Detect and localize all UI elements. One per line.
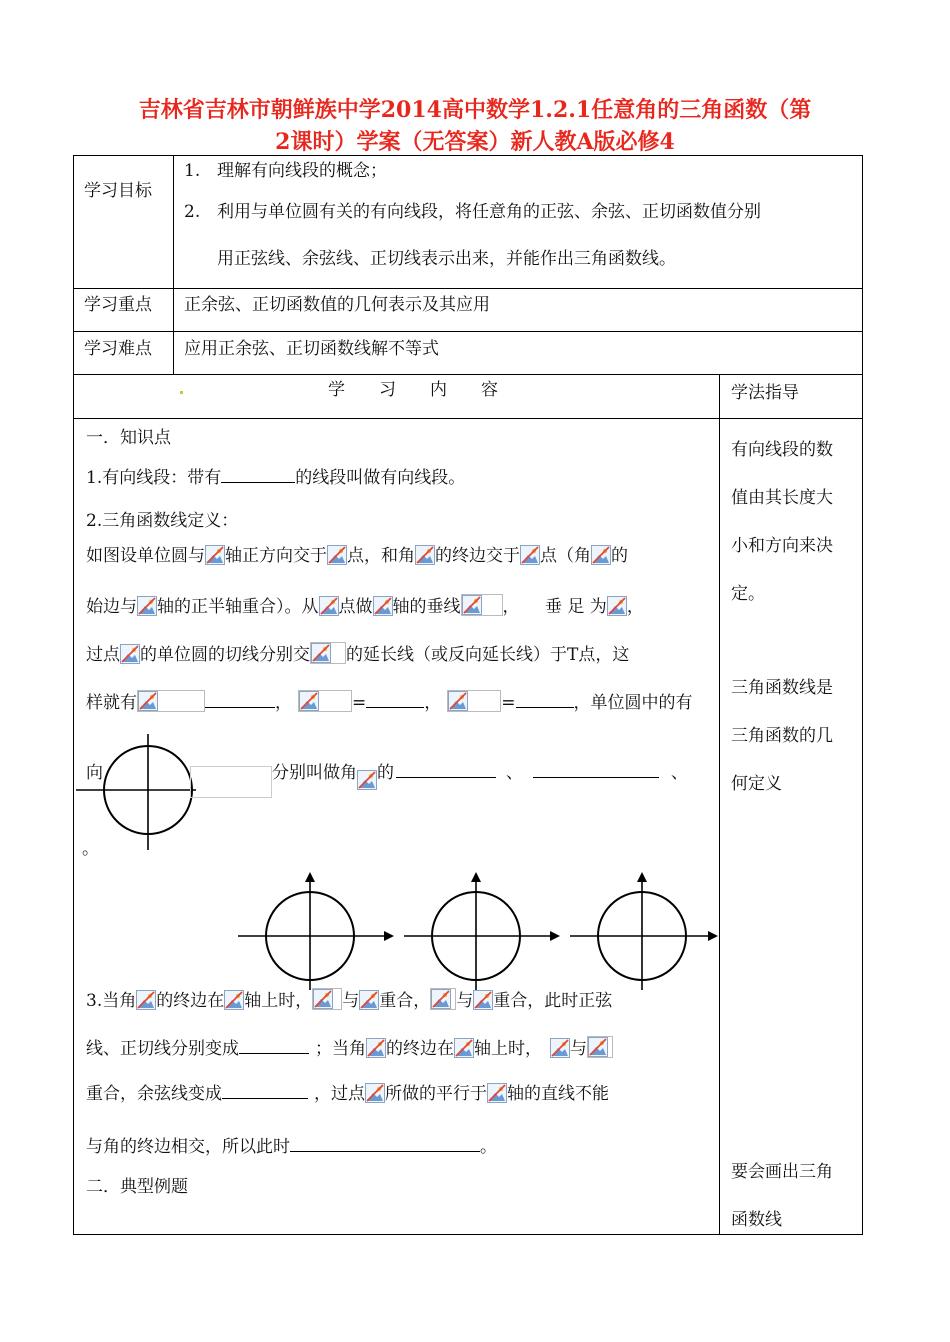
formula-image-icon xyxy=(136,990,156,1010)
guide-line: 值由其长度大 xyxy=(731,488,833,508)
formula-image-icon xyxy=(365,1083,385,1103)
formula-image-icon xyxy=(591,545,611,565)
formula-image-frame xyxy=(137,690,205,712)
guide-line: 定。 xyxy=(731,584,765,604)
formula-image-icon xyxy=(520,545,540,565)
formula-image-icon xyxy=(357,770,377,790)
formula-image-icon xyxy=(373,596,393,616)
guide-line: 要会画出三角 xyxy=(731,1162,833,1182)
text-segment: 分别叫做角 xyxy=(272,763,357,783)
formula-image-icon xyxy=(462,595,482,615)
objective-1: 理解有向线段的概念； xyxy=(217,161,387,181)
difficulty-text: 应用正余弦、正切函数线解不等式 xyxy=(184,339,439,359)
unit-circle-figure xyxy=(76,734,196,850)
text-segment: 所做的平行于 xyxy=(385,1084,487,1104)
fill-blank xyxy=(205,693,275,708)
formula-image-icon xyxy=(138,691,158,711)
text-segment: ， xyxy=(275,693,292,713)
text-segment: 点（角 xyxy=(540,546,591,566)
text-segment: 轴上时， xyxy=(244,991,313,1011)
formula-image-icon xyxy=(224,990,244,1010)
row-divider xyxy=(73,331,863,332)
formula-image-frame xyxy=(430,988,456,1010)
text-segment: 线、正切线分别变成 xyxy=(86,1039,239,1059)
trig-line-definition-heading: 2.三角函数线定义： xyxy=(86,511,239,531)
text-segment: 的延长线（或反向延长线）于T点，这 xyxy=(346,645,630,665)
text-segment: 轴正方向交于 xyxy=(225,546,327,566)
fill-blank xyxy=(366,693,424,708)
text-segment: 轴上时， xyxy=(474,1039,542,1059)
text-segment: 的 xyxy=(377,763,394,783)
paragraph-line-10 xyxy=(86,1036,613,1060)
axis-circle-figure-2 xyxy=(404,870,564,990)
formula-image-icon xyxy=(311,643,331,663)
text-segment: 重合， xyxy=(379,991,431,1011)
text-segment: 与 xyxy=(570,1039,587,1059)
objective-2-line-1: 利用与单位圆有关的有向线段，将任意角的正弦、余弦、正切函数值分别 xyxy=(217,202,761,222)
guide-line: 函数线 xyxy=(731,1210,782,1230)
paragraph-line-3 xyxy=(86,545,628,567)
paragraph-line-7 xyxy=(272,762,688,790)
formula-image-icon xyxy=(327,545,347,565)
text-segment: 轴的垂线 xyxy=(392,597,461,617)
text-segment: 点做 xyxy=(338,597,373,617)
directed-segment-definition xyxy=(86,467,465,489)
text-segment: 的终边在 xyxy=(386,1039,454,1059)
formula-image-icon xyxy=(454,1038,474,1058)
text-segment: 的单位圆的切线分别交 xyxy=(140,645,310,665)
formula-image-icon xyxy=(137,596,157,616)
formula-image-icon xyxy=(431,989,451,1009)
fill-blank xyxy=(290,1137,480,1152)
paragraph-line-4 xyxy=(86,594,644,618)
text-segment: ，单位圆中的有 xyxy=(573,693,693,713)
paragraph-line-11 xyxy=(86,1083,609,1105)
objective-2-number: 2. xyxy=(184,202,201,222)
text-segment: 过点 xyxy=(86,645,120,665)
formula-image-icon xyxy=(448,691,468,711)
formula-image-frame xyxy=(190,766,272,798)
text-segment: 始边与 xyxy=(86,597,137,617)
text-segment: 的 xyxy=(611,546,628,566)
title-line-1: 吉林省吉林市朝鲜族中学2014高中数学1.2.1任意角的三角函数（第 xyxy=(138,97,812,123)
text-segment: 轴的直线不能 xyxy=(507,1084,609,1104)
guide-line: 有向线段的数 xyxy=(731,440,833,460)
text-segment: 重合，余弦线变成 xyxy=(86,1084,222,1104)
objectives-label: 学习目标 xyxy=(84,181,152,201)
formula-image-icon xyxy=(359,990,379,1010)
guide-note-trig-lines xyxy=(731,664,833,808)
examples-heading: 二．典型例题 xyxy=(86,1177,188,1197)
fill-blank xyxy=(239,1039,309,1054)
paragraph-line-5 xyxy=(86,642,629,666)
text-segment: ， 垂 足 为 xyxy=(502,597,607,617)
guide-line: 小和方向来决 xyxy=(731,536,833,556)
text-segment: 如图设单位圆与 xyxy=(86,546,205,566)
stray-mark xyxy=(180,391,183,394)
text-segment: 、 xyxy=(506,763,523,783)
text-segment: 轴的正半轴重合）。从 xyxy=(157,597,319,617)
fill-blank xyxy=(533,763,659,778)
fill-blank xyxy=(222,1084,308,1099)
row-divider xyxy=(73,374,863,375)
formula-image-icon xyxy=(313,989,333,1009)
formula-image-frame xyxy=(461,594,503,616)
text-segment: 样就有 xyxy=(86,693,137,713)
paragraph-line-7-start: 向 xyxy=(86,763,103,783)
formula-image-frame xyxy=(312,988,342,1010)
axis-circle-figure-3 xyxy=(570,870,730,990)
formula-image-icon xyxy=(366,1038,386,1058)
text-segment: 的终边交于 xyxy=(435,546,520,566)
col-divider xyxy=(173,155,174,374)
axis-circle-figure-1 xyxy=(238,870,398,990)
knowledge-heading: 一．知识点 xyxy=(86,428,171,448)
text-segment: = xyxy=(501,693,516,713)
formula-image-icon xyxy=(319,596,339,616)
text-segment: 3.当角 xyxy=(86,991,137,1011)
formula-image-icon xyxy=(120,644,140,664)
focus-label: 学习重点 xyxy=(84,295,152,315)
formula-image-icon xyxy=(299,691,319,711)
row-divider xyxy=(73,418,863,419)
formula-image-icon xyxy=(487,1083,507,1103)
text-segment: 与 xyxy=(456,991,474,1011)
objective-1-number: 1. xyxy=(184,161,201,181)
text-segment: 重合，此时正弦 xyxy=(493,991,613,1011)
formula-image-icon xyxy=(550,1038,570,1058)
formula-image-frame xyxy=(298,690,352,712)
fill-blank xyxy=(396,763,496,778)
guide-header: 学法指导 xyxy=(731,383,799,403)
formula-image-icon xyxy=(205,545,225,565)
text-segment: 的终边在 xyxy=(156,991,225,1011)
paragraph-line-9 xyxy=(86,988,612,1012)
objective-2-line-2: 用正弦线、余弦线、正切线表示出来，并能作出三角函数线。 xyxy=(217,249,676,269)
formula-image-icon xyxy=(473,990,493,1010)
text-segment: 1.有向线段：带有 xyxy=(86,468,222,488)
difficulty-label: 学习难点 xyxy=(84,339,152,359)
text-segment: 与角的终边相交，所以此时 xyxy=(86,1137,290,1157)
formula-image-frame xyxy=(310,642,346,664)
paragraph-line-6 xyxy=(86,690,693,714)
guide-line: 三角函数的几 xyxy=(731,726,833,746)
text-segment: ， xyxy=(424,693,442,713)
formula-image-icon xyxy=(588,1037,608,1057)
formula-image-frame xyxy=(587,1036,613,1058)
text-segment: = xyxy=(352,693,367,713)
text-segment: 的线段叫做有向线段。 xyxy=(295,468,466,488)
text-segment: ， xyxy=(626,597,644,617)
focus-text: 正余弦、正切函数值的几何表示及其应用 xyxy=(184,295,490,315)
content-header: 学 习 内 容 xyxy=(328,380,498,400)
fill-blank xyxy=(516,693,574,708)
formula-image-frame xyxy=(447,690,501,712)
paragraph-line-12 xyxy=(86,1136,497,1158)
guide-note-draw-lines xyxy=(731,1148,833,1244)
row-divider xyxy=(73,288,863,289)
formula-image-icon xyxy=(415,545,435,565)
text-segment: 。 xyxy=(480,1137,497,1157)
text-segment: 、 xyxy=(671,763,688,783)
paragraph-line-8: 。 xyxy=(82,839,99,859)
text-segment: ；当角 xyxy=(315,1039,366,1059)
document-title xyxy=(40,94,910,158)
text-segment: 点，和角 xyxy=(347,546,415,566)
col-divider xyxy=(719,374,720,1235)
formula-image-icon xyxy=(607,596,627,616)
guide-note-directed-segment xyxy=(731,426,833,618)
title-line-2: 2课时）学案（无答案）新人教A版必修4 xyxy=(275,129,675,155)
fill-blank xyxy=(221,468,295,483)
guide-line: 何定义 xyxy=(731,774,782,794)
text-segment: 与 xyxy=(342,991,360,1011)
text-segment: ，过点 xyxy=(314,1084,365,1104)
guide-line: 三角函数线是 xyxy=(731,678,833,698)
